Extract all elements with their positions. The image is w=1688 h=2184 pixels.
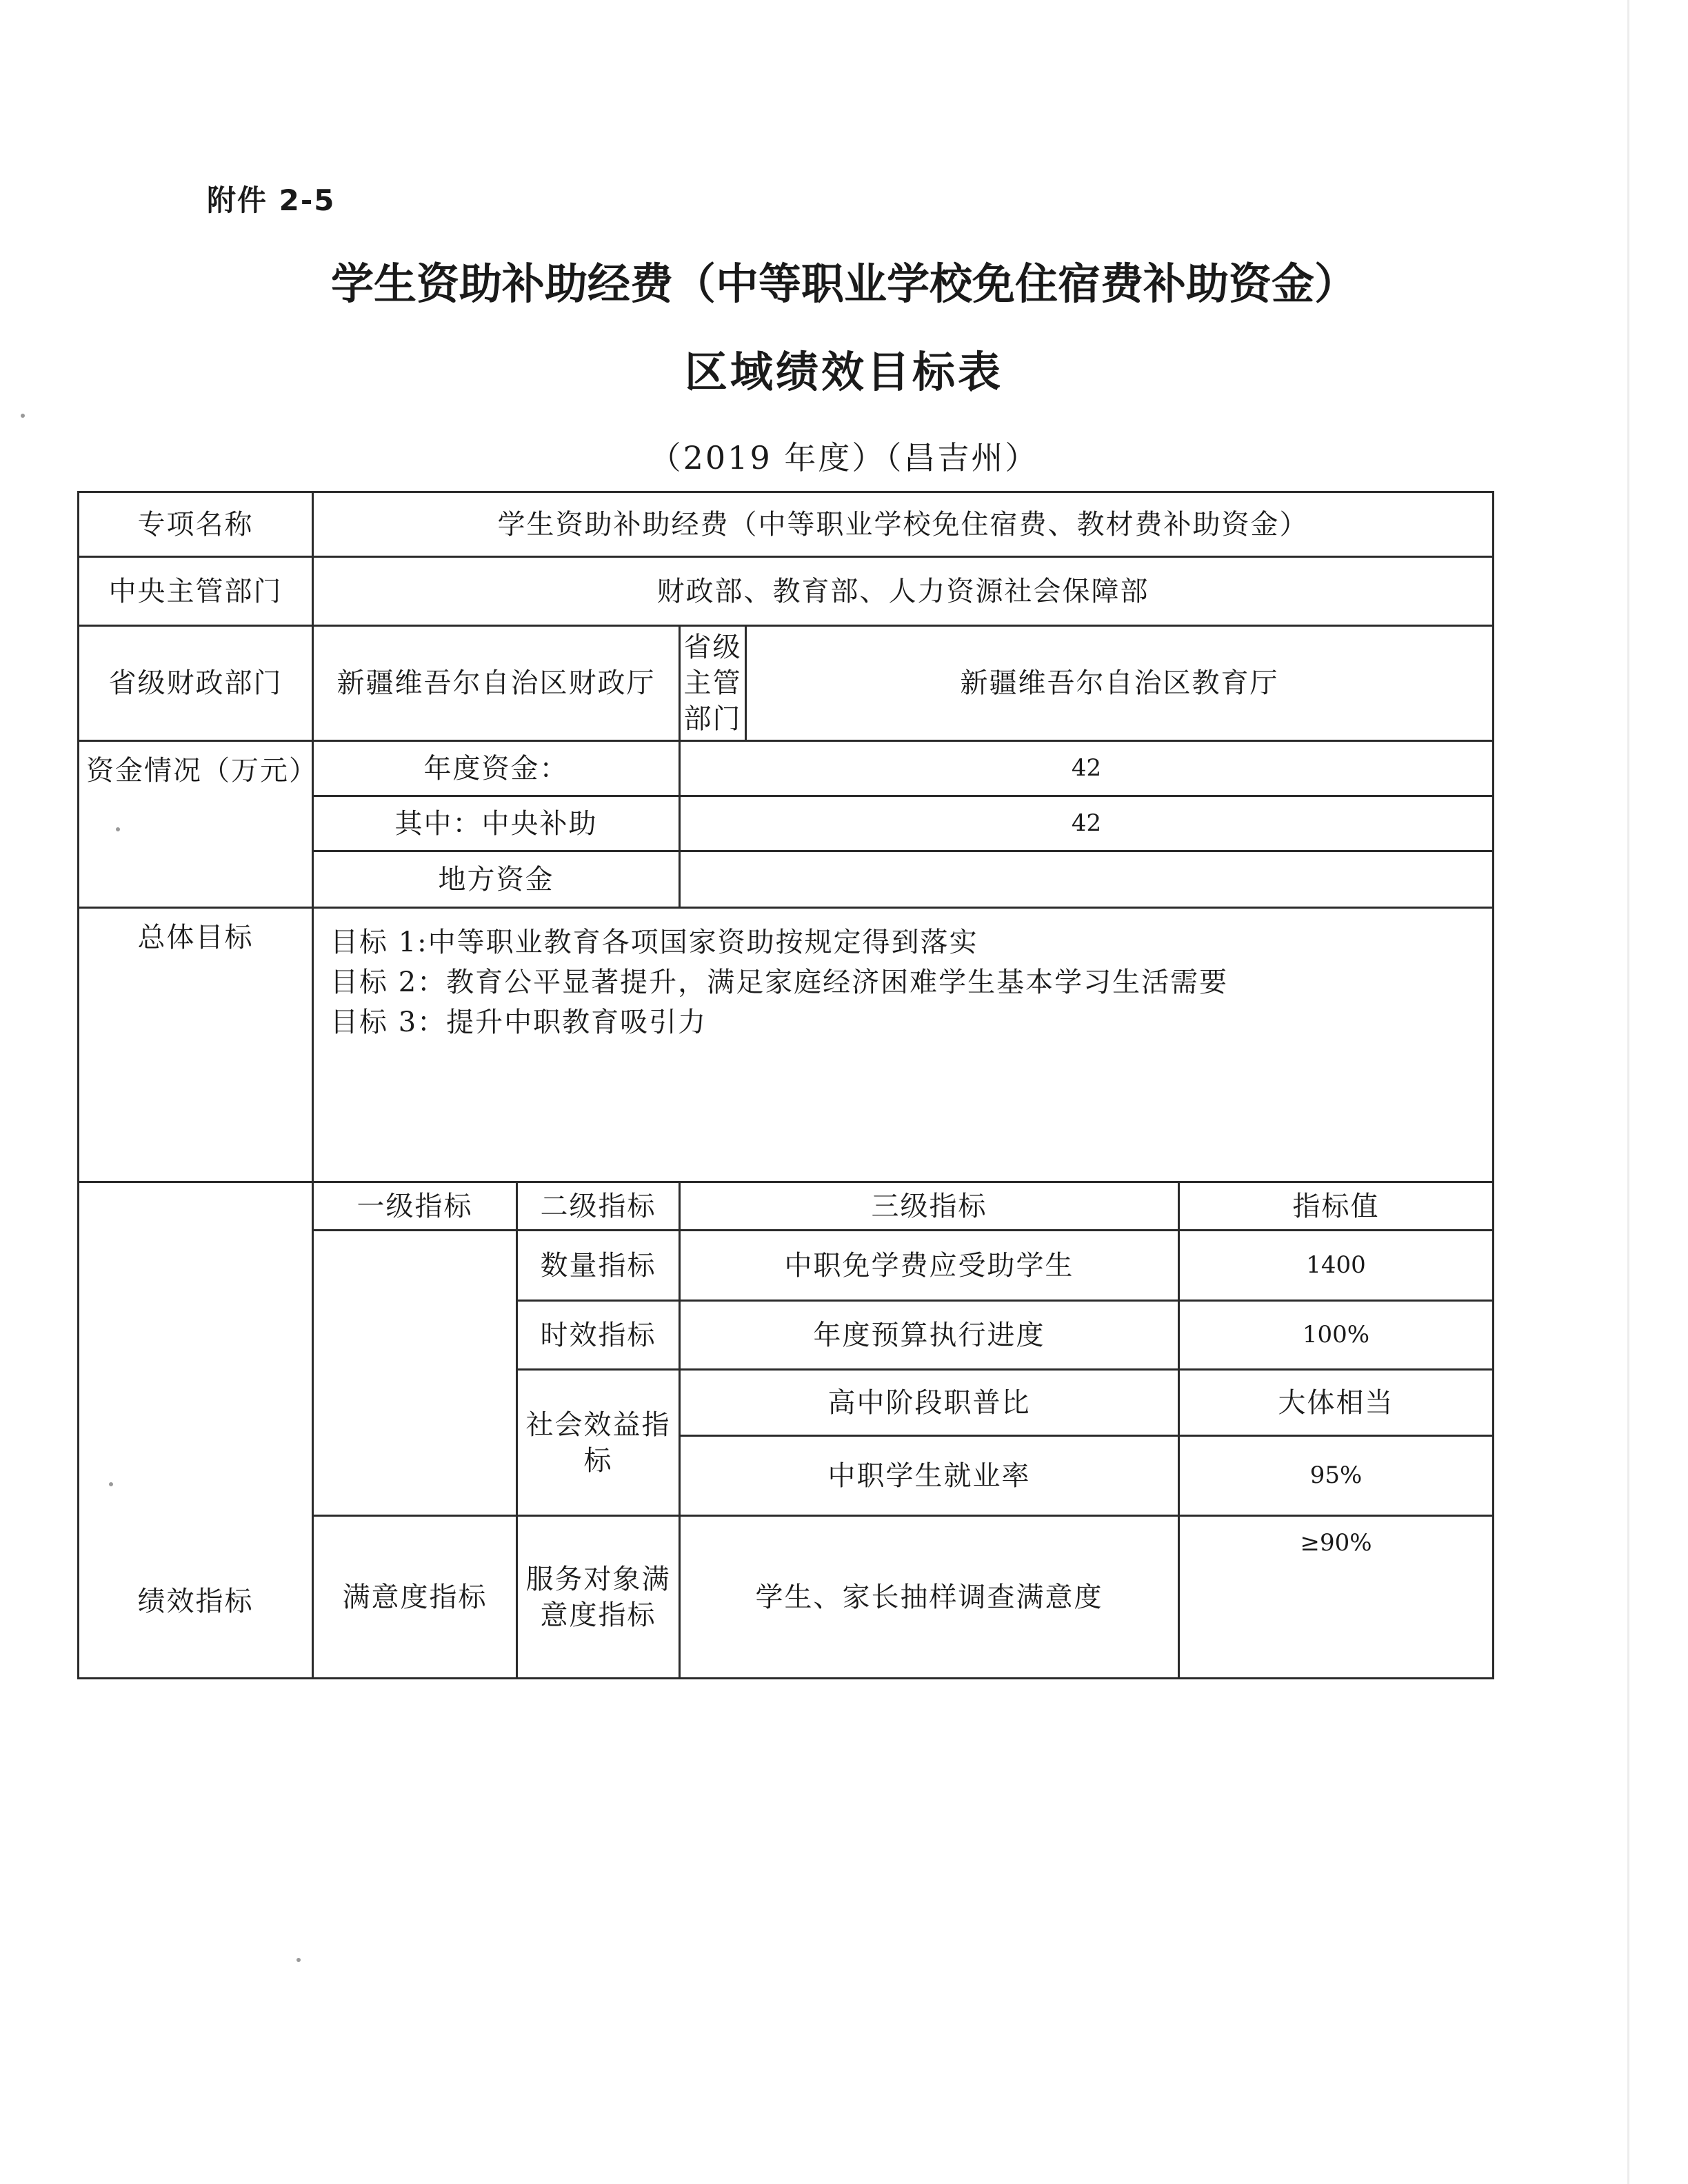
document-title: 学生资助补助经费（中等职业学校免住宿费补助资金） <box>330 259 1357 309</box>
document-title-line2: 区域绩效目标表 <box>684 347 1003 397</box>
level1-blank <box>313 1231 517 1516</box>
timeliness-level2: 时效指标 <box>517 1301 680 1370</box>
provincial-finance-label: 省级财政部门 <box>79 626 313 741</box>
scan-speck <box>21 414 25 418</box>
header-value: 指标值 <box>1179 1182 1494 1231</box>
scan-edge-shadow <box>1627 0 1629 2184</box>
funds-label: 资金情况（万元） <box>79 741 313 908</box>
performance-target-table <box>77 491 1494 1679</box>
goal-item: 目标 1:中等职业教育各项国家资助按规定得到落实 <box>330 927 978 958</box>
table-row <box>79 626 1494 741</box>
provincial-admin-label: 省级主管部门 <box>680 626 746 741</box>
scan-speck <box>297 1958 301 1962</box>
table-row <box>79 557 1494 626</box>
overall-goals-label: 总体目标 <box>79 908 313 1182</box>
overall-goals <box>313 908 1494 1182</box>
header-level2: 二级指标 <box>517 1182 680 1231</box>
quantity-value: 1400 <box>1179 1231 1494 1301</box>
timeliness-value: 100% <box>1179 1301 1494 1370</box>
attachment-label: 附件 2-5 <box>207 183 336 217</box>
central-subsidy-value: 42 <box>680 796 1494 851</box>
annual-funds-value: 42 <box>680 741 1494 796</box>
performance-label: 绩效指标 <box>79 1182 313 1679</box>
quantity-level3: 中职免学费应受助学生 <box>680 1231 1179 1301</box>
central-dept-value: 财政部、教育部、人力资源社会保障部 <box>313 557 1494 626</box>
header-level3: 三级指标 <box>680 1182 1179 1231</box>
satisfaction-level2: 服务对象满意度指标 <box>517 1516 680 1679</box>
goal-item: 目标 3：提升中职教育吸引力 <box>330 1007 707 1038</box>
central-subsidy-label: 其中：中央补助 <box>313 796 680 851</box>
social-level2: 社会效益指标 <box>517 1370 680 1516</box>
table-row <box>79 908 1494 1182</box>
goal-item: 目标 2：教育公平显著提升，满足家庭经济困难学生基本学习生活需要 <box>330 967 1229 998</box>
satisfaction-level1: 满意度指标 <box>313 1516 517 1679</box>
table-row <box>79 492 1494 557</box>
header-level1: 一级指标 <box>313 1182 517 1231</box>
table-row <box>79 1182 1494 1231</box>
project-name-label: 专项名称 <box>79 492 313 557</box>
timeliness-level3: 年度预算执行进度 <box>680 1301 1179 1370</box>
central-dept-label: 中央主管部门 <box>79 557 313 626</box>
social-ratio-value: 大体相当 <box>1179 1370 1494 1436</box>
local-funds-label: 地方资金 <box>313 851 680 908</box>
social-employment-value: 95% <box>1179 1436 1494 1516</box>
social-ratio-level3: 高中阶段职普比 <box>680 1370 1179 1436</box>
quantity-level2: 数量指标 <box>517 1231 680 1301</box>
social-employment-level3: 中职学生就业率 <box>680 1436 1179 1516</box>
satisfaction-level3: 学生、家长抽样调查满意度 <box>680 1516 1179 1679</box>
provincial-admin-value: 新疆维吾尔自治区教育厅 <box>746 626 1494 741</box>
provincial-finance-value: 新疆维吾尔自治区财政厅 <box>313 626 680 741</box>
annual-funds-label: 年度资金： <box>313 741 680 796</box>
project-name-value: 学生资助补助经费（中等职业学校免住宿费、教材费补助资金） <box>313 492 1494 557</box>
satisfaction-value: ≥90% <box>1179 1516 1494 1679</box>
document-subtitle: （2019 年度）（昌吉州） <box>649 439 1039 476</box>
table-row <box>79 741 1494 796</box>
local-funds-value <box>680 851 1494 908</box>
